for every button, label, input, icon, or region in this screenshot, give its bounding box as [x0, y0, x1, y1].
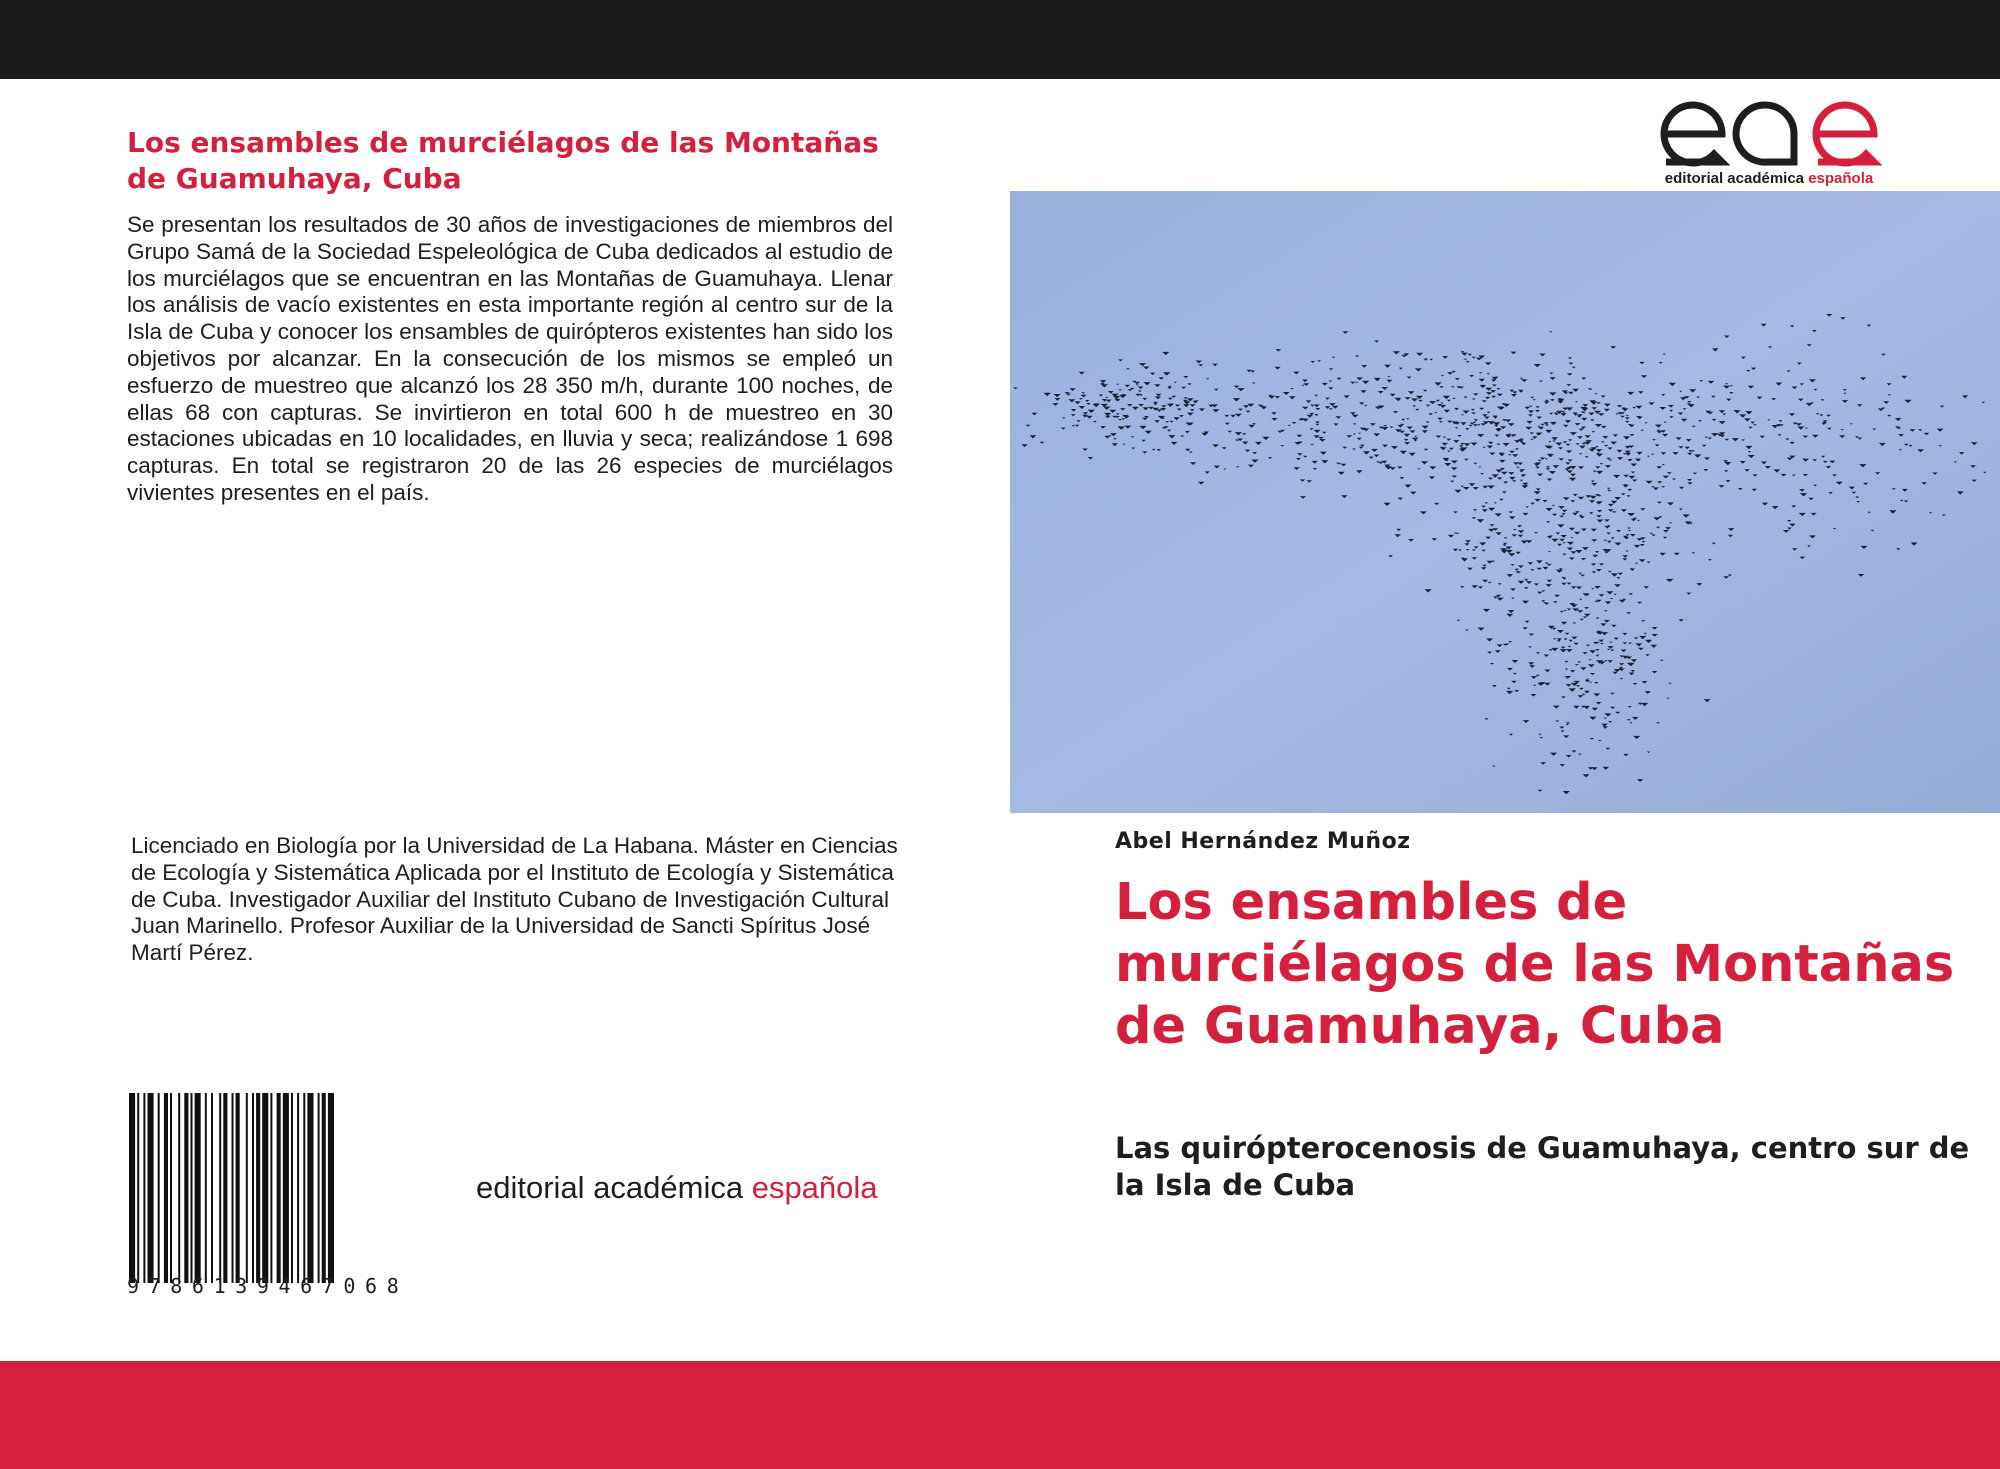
top-dark-band [0, 0, 2000, 79]
logo-text-accent: española [1808, 170, 1874, 187]
publisher-name-accent: española [751, 1170, 878, 1205]
bat-swarm-photo [1010, 191, 2000, 813]
barcode-digits: 9786139467068 [127, 1274, 409, 1298]
publisher-logo [1656, 98, 1882, 190]
bottom-red-band [0, 1361, 2000, 1469]
author-bio: Licenciado en Biología por la Universidad de La Habana. Máster en Ciencias de Ecología y Sistemática Aplicada por el Instituto de Ecología y Sistemática de Cuba. Investigador Auxiliar del Instituto Cubano de Investigación Cultural Juan Marinello. Profesor Auxiliar de la Universidad de Sancti Spíritus José Martí Pérez. [131, 833, 898, 966]
publisher-name-main: editorial académica [476, 1170, 752, 1205]
front-cover-title: Los ensambles de murciélagos de las Montañas de Guamuhaya, Cuba [1115, 873, 1955, 1056]
publisher-name-back [476, 1168, 878, 1208]
front-cover-subtitle: Las quirópterocenosis de Guamuhaya, centro sur de la Isla de Cuba [1115, 1131, 1970, 1202]
eae-logo-icon [1656, 98, 1882, 168]
logo-text-main: editorial académica [1664, 170, 1809, 187]
logo-text [1656, 170, 1882, 188]
barcode-bars [127, 1093, 462, 1283]
front-author-name: Abel Hernández Muñoz [1115, 829, 1411, 854]
sky-background [1010, 191, 2000, 813]
isbn-barcode [127, 1093, 462, 1298]
back-cover-title: Los ensambles de murciélagos de las Montañas de Guamuhaya, Cuba [127, 126, 879, 195]
back-cover-blurb: Se presentan los resultados de 30 años de investigaciones de miembros del Grupo Samá de la Sociedad Espeleológica de Cuba dedicados al estudio de los murciélagos que se encuentran en las Montañas de Guamuhaya. Llenar los análisis de vacío existentes en esta importante región al centro sur de la Isla de Cuba y conocer los ensambles de quirópteros existentes han sido los objetivos por alcanzar. En la consecución de los mismos se empleó un esfuerzo de muestreo que alcanzó los 28 350 m/h, durante 100 noches, de ellas 68 con capturas. Se invirtieron en total 600 h de muestreo en 30 estaciones ubicadas en 10 localidades, en lluvia y seca; realizándose 1 698 capturas. En total se registraron 20 de las 26 especies de murciélagos vivientes presentes en el país. [127, 212, 893, 505]
